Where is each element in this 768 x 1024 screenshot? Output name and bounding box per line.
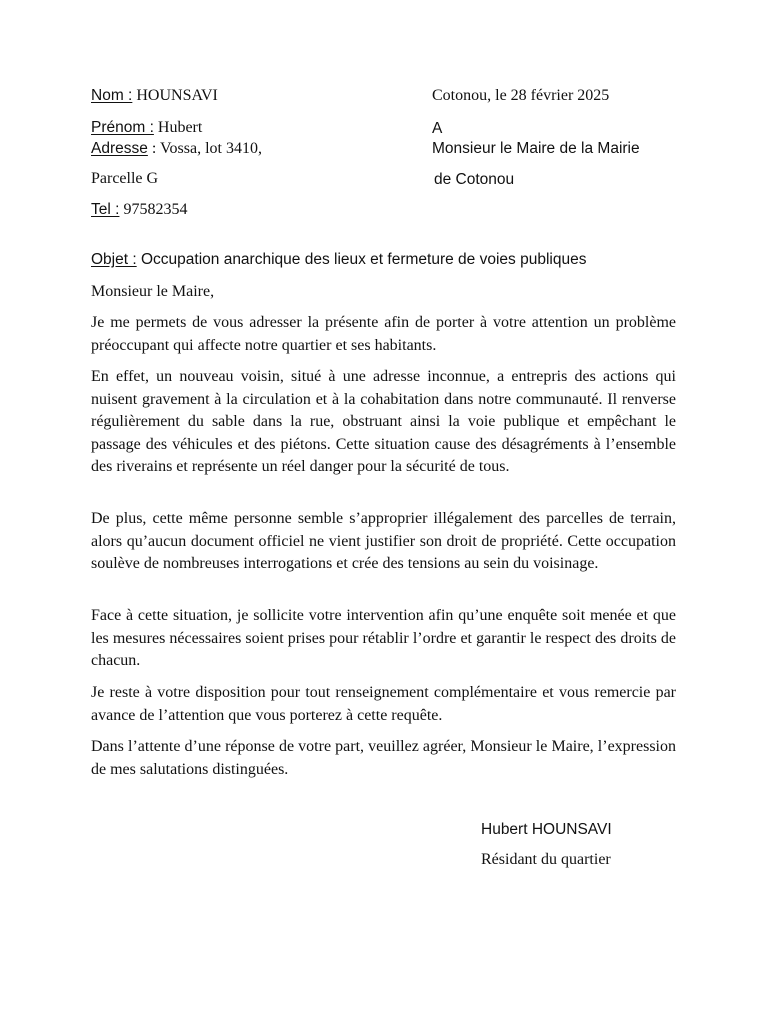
paragraph-5: Je reste à votre disposition pour tout renseignement complémentaire et vous remercie par avance de l’attention que vous porterez à cette requête.	[91, 684, 676, 724]
sender-adresse	[91, 140, 262, 158]
paragraph-1: Je me permets de vous adresser la présente afin de porter à votre attention un problème préoccupant qui affecte notre quartier et ses habitants.	[91, 314, 676, 354]
signature-title: Résidant du quartier	[481, 851, 611, 868]
paragraph-3: De plus, cette même personne semble s’approprier illégalement des parcelles de terrain, alors qu’aucun document officiel ne vient justifier son droit de propriété. Cette occupation soulève de nombreuses interrogations et crée des tensions au sein du voisinage.	[91, 510, 676, 572]
objet-line	[91, 251, 586, 269]
recipient-line1: Monsieur le Maire de la Mairie	[432, 140, 640, 157]
prenom-value: Hubert	[153, 119, 203, 136]
tel-value: 97582354	[119, 201, 188, 218]
prenom-label: Prénom :	[91, 119, 154, 136]
sender-prenom	[91, 119, 202, 137]
adresse-value: : Vossa, lot 3410,	[147, 140, 262, 157]
sender-nom	[91, 87, 218, 105]
tel-label: Tel :	[91, 201, 120, 218]
paragraph-2: En effet, un nouveau voisin, situé à une adresse inconnue, a entrepris des actions qui nuisent gravement à la circulation et à la cohabitation dans notre communauté. Il renverse régulièrement du sable dans la rue, obstruant ainsi la voie publique et empêchant le passage des véhicules et des piétons. Cette situation cause des désagréments à l’ensemble des riverains et représente un réel danger pour la sécurité de tous.	[91, 368, 676, 475]
recipient-line2: de Cotonou	[434, 171, 515, 188]
signature-name: Hubert HOUNSAVI	[481, 821, 612, 838]
objet-label: Objet :	[91, 251, 137, 268]
salutation: Monsieur le Maire,	[91, 283, 215, 300]
sender-tel	[91, 201, 187, 219]
nom-label: Nom :	[91, 87, 133, 104]
nom-value: HOUNSAVI	[132, 87, 218, 104]
sender-parcelle: Parcelle G	[91, 170, 159, 187]
recipient-a: A	[432, 120, 443, 137]
place-date: Cotonou, le 28 février 2025	[432, 87, 610, 104]
objet-text: Occupation anarchique des lieux et fermeture de voies publiques	[136, 251, 587, 268]
paragraph-4: Face à cette situation, je sollicite votre intervention afin qu’une enquête soit menée et que les mesures nécessaires soient prises pour rétablir l’ordre et garantir le respect des droits de chacun.	[91, 607, 676, 669]
paragraph-6: Dans l’attente d’une réponse de votre part, veuillez agréer, Monsieur le Maire, l’expression de mes salutations distinguées.	[91, 738, 676, 778]
adresse-label: Adresse	[91, 140, 148, 157]
